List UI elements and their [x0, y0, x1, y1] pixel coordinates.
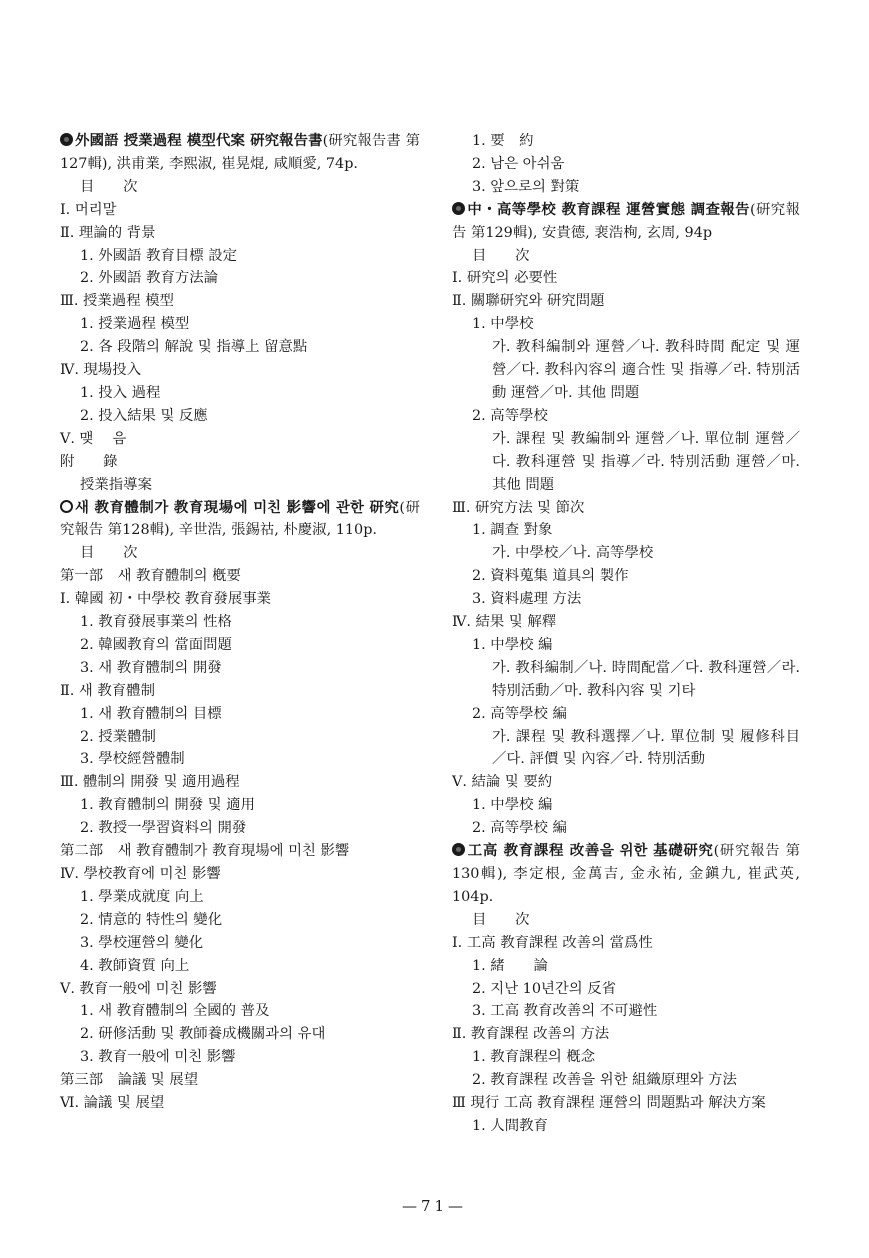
toc-line: 1. 調查 對象	[472, 522, 553, 539]
toc-line: 1. 中學校 編	[472, 797, 553, 814]
toc-line: 1. 學業成就度 向上	[80, 888, 204, 905]
toc-line: 1. 外國語 教育目標 設定	[80, 247, 237, 264]
toc-line: Ⅰ. 研究의 必要性	[452, 270, 558, 287]
toc-subitems: 가. 教科編制와 運營／나. 教科時間 配定 및 運營／다. 教科內容의 適合性 및 指導／라. 特別活動 運營／마. 其他 問題	[492, 339, 800, 401]
toc-line: Ⅴ. 맺 음	[60, 430, 127, 447]
toc-line: Ⅴ. 教育一般에 미친 影響	[60, 980, 217, 997]
filled-circle-bullet-icon	[60, 133, 73, 146]
toc-line: 2. 教育課程 改善을 위한 組織原理와 方法	[472, 1072, 737, 1089]
toc-line: 1. 人間教育	[472, 1117, 548, 1134]
toc-line: Ⅱ. 關聯研究와 研究問題	[452, 293, 605, 310]
toc-line: Ⅰ. 머리말	[60, 201, 117, 218]
toc-line: 3. 資料處理 方法	[472, 591, 582, 608]
toc-line: 2. 教授一學習資料의 開發	[80, 820, 247, 837]
report-entry-heading	[452, 199, 800, 245]
report-title: 새 教育體制가 教育現場에 미친 影響에 관한 研究	[75, 498, 400, 516]
toc-line: 가. 中學校／나. 高等學校	[492, 545, 654, 562]
toc-line: Ⅱ. 理論的 背景	[60, 224, 156, 241]
hollow-circle-bullet-icon	[60, 500, 73, 513]
toc-line: 1. 中學校	[472, 316, 534, 333]
toc-line: 2. 外國語 教育方法論	[80, 270, 219, 287]
toc-line: Ⅲ. 體制의 開發 및 適用過程	[60, 774, 240, 791]
report-citation: (研究報告書 第127輯), 洪甫業, 李熙淑, 崔晃焜, 咸順愛, 74p.	[60, 133, 420, 172]
report-title: 外國語 授業過程 模型代案 硏究報告書	[75, 132, 323, 149]
toc-line: 目 次	[472, 911, 530, 928]
filled-circle-bullet-icon	[452, 843, 465, 856]
report-citation: (研究報告 第129輯), 安貴德, 裵浩栒, 玄周, 94p	[452, 201, 800, 241]
toc-line: 2. 高等學校 編	[472, 705, 567, 722]
toc-line: 3. 教育一般에 미친 影響	[80, 1049, 236, 1066]
toc-subitems: 가. 課程 및 教科選擇／나. 單位制 및 履修科目／다. 評價 및 內容／라. 特別活動	[492, 728, 800, 768]
toc-line: 4. 教師資質 向上	[80, 957, 190, 974]
toc-line: 3. 앞으로의 對策	[472, 178, 580, 195]
toc-line: 1. 教育課程의 槪念	[472, 1049, 596, 1066]
toc-line: Ⅲ. 授業過程 模型	[60, 293, 174, 310]
toc-line: 1. 教育發展事業의 性格	[80, 614, 232, 631]
toc-line: Ⅵ. 論議 및 展望	[60, 1095, 165, 1112]
report-entry-heading	[452, 840, 800, 909]
right-column	[452, 130, 800, 1138]
toc-line: Ⅱ. 教育課程 改善의 方法	[452, 1026, 610, 1043]
report-entry-heading	[60, 130, 420, 176]
toc-line: 3. 工高 教育改善의 不可避性	[472, 1003, 658, 1020]
report-citation: (研究報告 第130輯), 李定根, 金萬吉, 金永祐, 金鎭九, 崔武英, 104p.	[452, 843, 800, 905]
toc-subitems: 가. 教科編制／나. 時間配當／다. 教科運營／라. 特別活動／마. 教科內容 및 기타	[492, 659, 800, 699]
toc-subitems: 가. 課程 및 教編制와 運營／나. 單位制 運營／다. 教科運營 및 指導／라. 特別活動 運營／마. 其他 問題	[492, 430, 800, 493]
toc-line: Ⅰ. 工高 教育課程 改善의 當爲性	[452, 934, 653, 951]
report-title: 中・高等學校 教育課程 運營實態 調查報告	[467, 200, 750, 218]
toc-line: 2. 高等學校	[472, 407, 548, 424]
toc-line: 1. 授業過程 模型	[80, 316, 190, 333]
toc-line: 目 次	[80, 545, 138, 562]
toc-line: Ⅰ. 韓國 初・中學校 教育發展事業	[60, 591, 272, 608]
toc-line: 2. 情意的 特性의 變化	[80, 911, 223, 928]
toc-line: Ⅳ. 結果 및 解釋	[452, 614, 557, 631]
toc-line: 1. 要 約	[472, 133, 534, 149]
toc-line: 目 次	[472, 247, 530, 264]
toc-line: 2. 남은 아쉬움	[472, 155, 565, 172]
toc-line: 1. 새 教育體制의 目標	[80, 705, 222, 722]
page-number: —71—	[401, 1197, 468, 1215]
left-column	[60, 130, 420, 1115]
toc-line: Ⅲ. 研究方法 및 節次	[452, 499, 585, 516]
toc-line: 2. 投入結果 및 反應	[80, 407, 208, 424]
report-citation: (研究報告 第128輯), 辛世浩, 張錫祜, 朴慶淑, 110p.	[60, 499, 420, 539]
toc-line: Ⅴ. 結論 및 要約	[452, 774, 553, 791]
toc-line: 授業指導案	[80, 476, 152, 493]
toc-line: 2. 各 段階의 解說 및 指導上 留意點	[80, 339, 308, 356]
toc-line: 3. 새 教育體制의 開發	[80, 659, 222, 676]
toc-line: 2. 資料蒐集 道具의 製作	[472, 568, 629, 585]
toc-subitems: Ⅲ 現行 工高 教育課程 運營의 問題點과 解決方案	[452, 1095, 766, 1112]
toc-line: 附 錄	[60, 453, 118, 470]
toc-line: Ⅳ. 學校教育에 미친 影響	[60, 866, 221, 882]
toc-line: 第三部 論議 및 展望	[60, 1072, 199, 1089]
toc-line: 3. 學校經營體制	[80, 751, 185, 768]
filled-circle-bullet-icon	[452, 202, 465, 215]
toc-line: 2. 지난 10년간의 反省	[472, 980, 617, 997]
report-title: 工高 教育課程 改善을 위한 基礎研究	[467, 842, 714, 860]
toc-line: 1. 緒 論	[472, 957, 548, 974]
toc-line: 第一部 새 教育體制의 槪要	[60, 568, 241, 585]
toc-line: 2. 研修活動 및 教師養成機關과의 유대	[80, 1026, 326, 1043]
toc-line: 第二部 새 教育體制가 教育現場에 미친 影響	[60, 843, 350, 860]
toc-line: 1. 投入 過程	[80, 384, 161, 401]
toc-line: 3. 學校運營의 變化	[80, 934, 204, 951]
toc-line: 1. 教育體制의 開發 및 適用	[80, 797, 255, 814]
toc-line: 1. 中學校 編	[472, 636, 553, 653]
toc-line: Ⅱ. 새 教育體制	[60, 682, 155, 699]
toc-line: 2. 授業體制	[80, 728, 156, 745]
toc-line: 目 次	[80, 178, 138, 195]
toc-line: 2. 韓國教育의 當面問題	[80, 636, 232, 653]
report-entry-heading	[60, 497, 420, 543]
toc-line: 1. 새 教育體制의 全國的 普及	[80, 1003, 270, 1020]
toc-line: 2. 高等學校 編	[472, 820, 567, 837]
toc-line: Ⅳ. 現場投入	[60, 362, 142, 379]
